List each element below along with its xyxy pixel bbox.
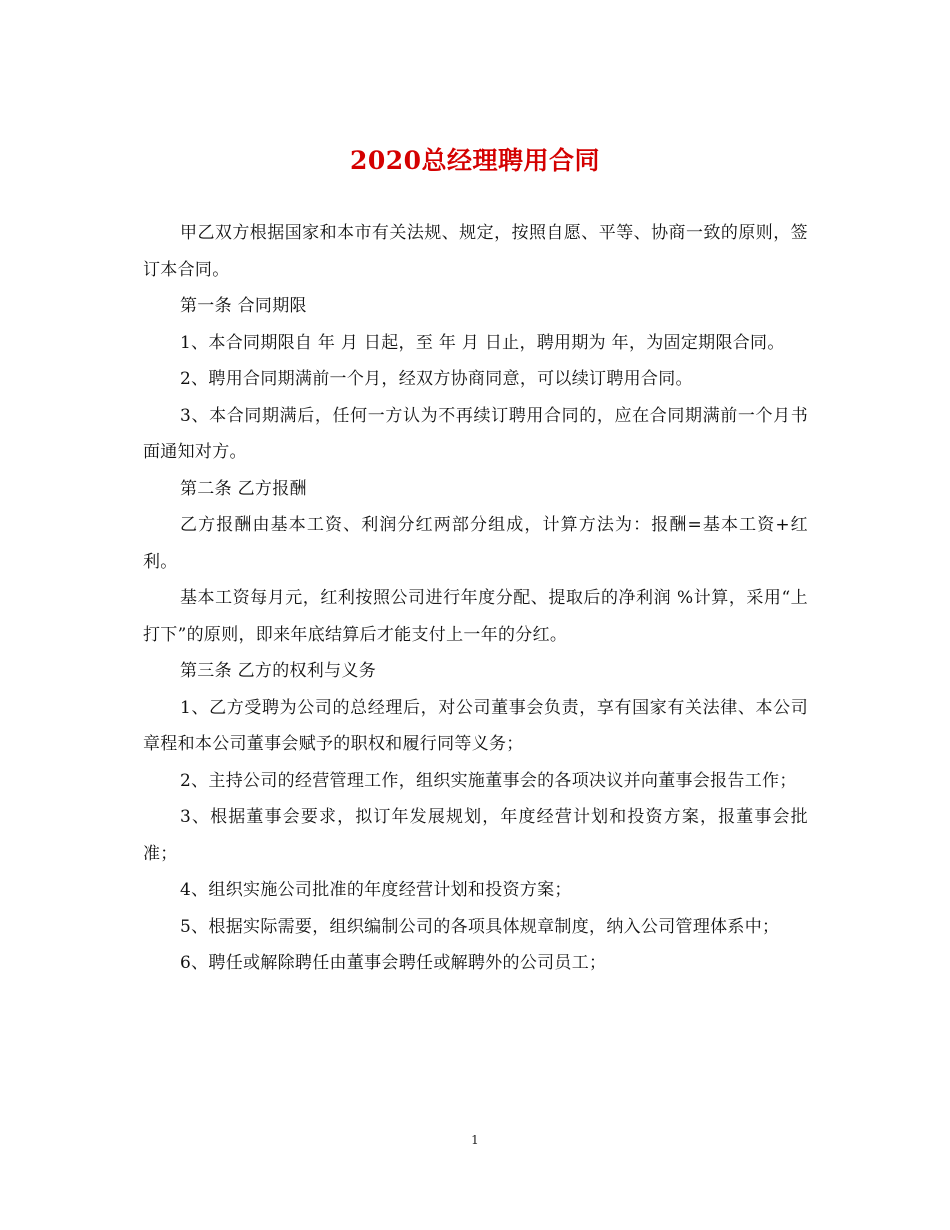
paragraph: 2、聘用合同期满前一个月，经双方协商同意，可以续订聘用合同。	[180, 369, 693, 389]
paragraph: 5、根据实际需要，组织编制公司的各项具体规章制度，纳入公司管理体系中；	[180, 916, 780, 937]
paragraph: 1、本合同期限自 年 月 日起，至 年 月 日止，聘用期为 年，为固定期限合同。	[180, 332, 785, 353]
paragraph: 2、主持公司的经营管理工作，组织实施董事会的各项决议并向董事会报告工作；	[180, 770, 797, 791]
section-heading-2: 第二条 乙方报酬	[180, 478, 307, 499]
paragraph: 3、根据董事会要求，拟订年发展规划，年度经营计划和投资方案，报董事会批准；	[143, 807, 808, 864]
section-heading-3: 第三条 乙方的权利与义务	[180, 661, 377, 681]
paragraph: 4、组织实施公司批准的年度经营计划和投资方案；	[180, 880, 572, 900]
paragraph-intro: 甲乙双方根据国家和本市有关法规、规定，按照自愿、平等、协商一致的原则，签订本合同。	[143, 223, 808, 280]
page-number: 1	[471, 1133, 479, 1147]
document-title: 2020总经理聘用合同	[349, 146, 601, 175]
document-body	[143, 215, 808, 982]
paragraph: 6、聘任或解除聘任由董事会聘任或解聘外的公司员工；	[180, 953, 607, 973]
paragraph: 乙方报酬由基本工资、利润分红两部分组成，计算方法为：报酬=基本工资+红利。	[143, 515, 808, 572]
section-heading-1: 第一条 合同期限	[180, 296, 307, 316]
paragraph: 3、本合同期满后，任何一方认为不再续订聘用合同的，应在合同期满前一个月书面通知对方。	[143, 405, 808, 462]
paragraph: 基本工资每月元，红利按照公司进行年度分配、提取后的净利润 %计算，采用“上打下”的原则，即来年底结算后才能支付上一年的分红。	[143, 588, 808, 645]
paragraph: 1、乙方受聘为公司的总经理后，对公司董事会负责，享有国家有关法律、本公司章程和本公司董事会赋予的职权和履行同等义务；	[143, 697, 808, 754]
